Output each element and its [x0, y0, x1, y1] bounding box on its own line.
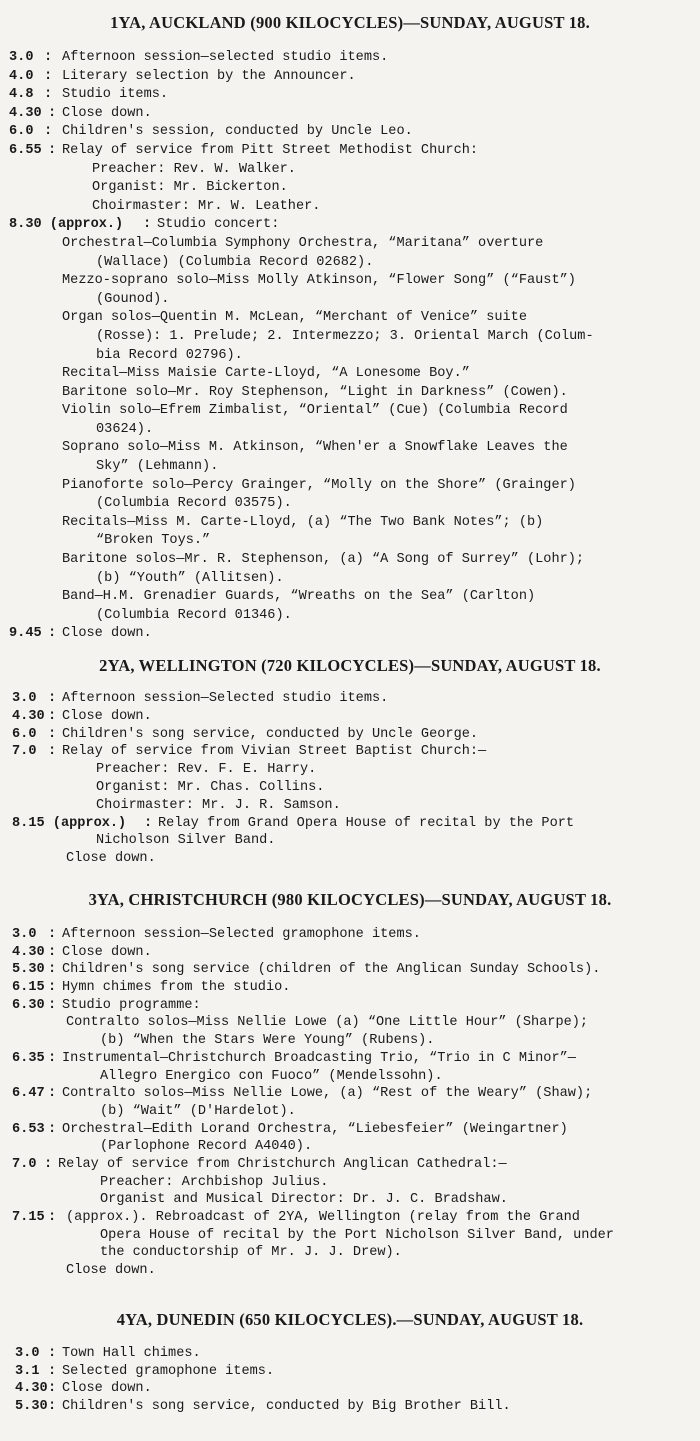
schedule-line: Baritone solos—Mr. R. Stephenson, (a) “A Song of Surrey” (Lohr);: [62, 552, 585, 568]
schedule-line: Orchestral—Columbia Symphony Orchestra, “Maritana” overture: [62, 235, 544, 251]
schedule-entry: 9.45 : Close down.: [9, 626, 152, 642]
schedule-entry: 7.15 : (approx.). Rebroadcast of 2YA, Wellington (relay from the Grand: [12, 1210, 580, 1225]
section-3ya-christchurch: [0, 889, 700, 911]
schedule-line: Baritone solo—Mr. Roy Stephenson, “Light in Darkness” (Cowen).: [62, 384, 568, 400]
section-heading: 2YA, WELLINGTON (720 KILOCYCLES)—SUNDAY, AUGUST 18.: [99, 656, 601, 675]
section-4ya-schedule: [0, 1345, 700, 1415]
schedule-line: Recitals—Miss M. Carte-Lloyd, (a) “The Two Bank Notes”; (b): [62, 514, 544, 530]
schedule-entry: 6.30 : Studio programme:: [12, 997, 201, 1013]
schedule-entry: 6.0 : Children's session, conducted by Uncle Leo.: [9, 124, 413, 140]
schedule-line: Band—H.M. Grenadier Guards, “Wreaths on the Sea” (Carlton): [62, 589, 536, 605]
schedule-entry: 3.0 : Afternoon session—Selected gramophone items.: [12, 927, 421, 942]
schedule-line: Organist: Mr. Chas. Collins.: [96, 779, 325, 795]
schedule-line: Choirmaster: Mr. J. R. Samson.: [96, 797, 341, 813]
schedule-line: (b) “Youth” (Allitsen).: [96, 570, 284, 586]
schedule-line: Mezzo-soprano solo—Miss Molly Atkinson, “Flower Song” (“Faust”): [62, 273, 576, 289]
schedule-line: Organist: Mr. Bickerton.: [92, 180, 288, 196]
schedule-line: Violin solo—Efrem Zimbalist, “Oriental” (Cue) (Columbia Record: [62, 403, 568, 419]
schedule-line: Soprano solo—Miss M. Atkinson, “When'er a Snowflake Leaves the: [62, 440, 568, 456]
schedule-line: Allegro Energico con Fuoco” (Mendelssohn).: [100, 1068, 443, 1084]
schedule-entry: 4.30 : Close down.: [9, 105, 152, 121]
schedule-line: Nicholson Silver Band.: [96, 833, 276, 849]
schedule-line: Contralto solos—Miss Nellie Lowe (a) “One Little Hour” (Sharpe);: [66, 1015, 589, 1031]
schedule-entry: 4.30 : Close down.: [12, 944, 152, 960]
section-3ya-schedule: [0, 926, 700, 1280]
schedule-entry: 8.30 (approx.) : Studio concert:: [9, 217, 280, 233]
schedule-entry: 6.15 : Hymn chimes from the studio.: [12, 980, 291, 996]
schedule-entry: 6.53 : Orchestral—Edith Lorand Orchestra, “Liebesfeier” (Weingartner): [12, 1121, 568, 1137]
schedule-line: Sky” (Lehmann).: [96, 459, 219, 475]
schedule-line: 03624).: [96, 421, 154, 437]
schedule-line: Recital—Miss Maisie Carte-Lloyd, “A Lonesome Boy.”: [62, 366, 470, 382]
schedule-entry: 8.15 (approx.) : Relay from Grand Opera House of recital by the Port: [12, 815, 575, 831]
schedule-entry: 7.0 : Relay of service from Vivian Street Baptist Church:—: [12, 744, 487, 760]
schedule-line: (b) “When the Stars Were Young” (Rubens).: [100, 1033, 435, 1049]
schedule-entry: 3.0 : Afternoon session—selected studio items.: [9, 50, 389, 65]
schedule-entry: 3.1 : Selected gramophone items.: [15, 1363, 275, 1379]
section-heading: 4YA, DUNEDIN (650 KILOCYCLES).—SUNDAY, AUGUST 18.: [116, 1310, 584, 1329]
schedule-entry: 3.0 : Town Hall chimes.: [15, 1346, 201, 1361]
schedule-line: Organist and Musical Director: Dr. J. C. Bradshaw.: [100, 1192, 508, 1208]
schedule-entry: 3.0 : Afternoon session—Selected studio items.: [12, 691, 389, 706]
schedule-line: “Broken Toys.”: [96, 533, 211, 549]
section-1ya-auckland: [0, 12, 700, 34]
schedule-entry: 5.30 : Children's song service, conducted by Big Brother Bill.: [15, 1398, 511, 1414]
section-1ya-schedule: [0, 49, 700, 644]
schedule-line: Opera House of recital by the Port Nicholson Silver Band, under: [100, 1227, 614, 1243]
schedule-entry: 7.0 : Relay of service from Christchurch Anglican Cathedral:—: [12, 1156, 507, 1172]
section-4ya-dunedin: [0, 1309, 700, 1331]
section-heading: 3YA, CHRISTCHURCH (980 KILOCYCLES)—SUNDAY, AUGUST 18.: [88, 890, 612, 909]
schedule-entry: 6.35 : Instrumental—Christchurch Broadcasting Trio, “Trio in C Minor”—: [12, 1050, 576, 1066]
schedule-line: Pianoforte solo—Percy Grainger, “Molly on the Shore” (Grainger): [62, 477, 576, 493]
section-heading: 1YA, AUCKLAND (900 KILOCYCLES)—SUNDAY, AUGUST 18.: [110, 13, 590, 32]
schedule-entry: 6.55 : Relay of service from Pitt Street Methodist Church:: [9, 142, 479, 158]
schedule-line: Preacher: Archbishop Julius.: [100, 1174, 329, 1190]
schedule-line: (Columbia Record 03575).: [96, 496, 292, 512]
schedule-line: (Wallace) (Columbia Record 02682).: [96, 254, 374, 270]
schedule-line: Close down.: [66, 1263, 156, 1279]
schedule-entry: 4.0 : Literary selection by the Announcer.: [9, 68, 356, 84]
schedule-line: Preacher: Rev. F. E. Harry.: [96, 762, 317, 778]
schedule-line: bia Record 02796).: [96, 347, 243, 363]
schedule-line: (Parlophone Record A4040).: [100, 1139, 313, 1155]
schedule-line: (b) “Wait” (D'Hardelot).: [100, 1103, 296, 1119]
schedule-entry: 4.30 : Close down.: [15, 1381, 152, 1397]
schedule-line: Preacher: Rev. W. Walker.: [92, 161, 296, 177]
schedule-line: (Rosse): 1. Prelude; 2. Intermezzo; 3. Oriental March (Colum-: [96, 328, 594, 344]
section-2ya-wellington: [0, 655, 700, 677]
schedule-line: (Gounod).: [96, 291, 170, 307]
schedule-entry: 4.8 : Studio items.: [9, 87, 169, 103]
schedule-entry: 4.30 : Close down.: [12, 708, 152, 724]
schedule-line: Choirmaster: Mr. W. Leather.: [92, 198, 321, 214]
schedule-entry: 5.30 : Children's song service (children of the Anglican Sunday Schools).: [12, 962, 601, 978]
schedule-line: Close down.: [66, 851, 156, 867]
schedule-line: (Columbia Record 01346).: [96, 607, 292, 623]
section-2ya-schedule: [0, 690, 700, 868]
schedule-entry: 6.0 : Children's song service, conducted by Uncle George.: [12, 726, 479, 742]
schedule-line: the conductorship of Mr. J. J. Drew).: [100, 1245, 402, 1261]
schedule-line: Organ solos—Quentin M. McLean, “Merchant of Venice” suite: [62, 310, 527, 326]
schedule-entry: 6.47 : Contralto solos—Miss Nellie Lowe, (a) “Rest of the Weary” (Shaw);: [12, 1086, 593, 1102]
